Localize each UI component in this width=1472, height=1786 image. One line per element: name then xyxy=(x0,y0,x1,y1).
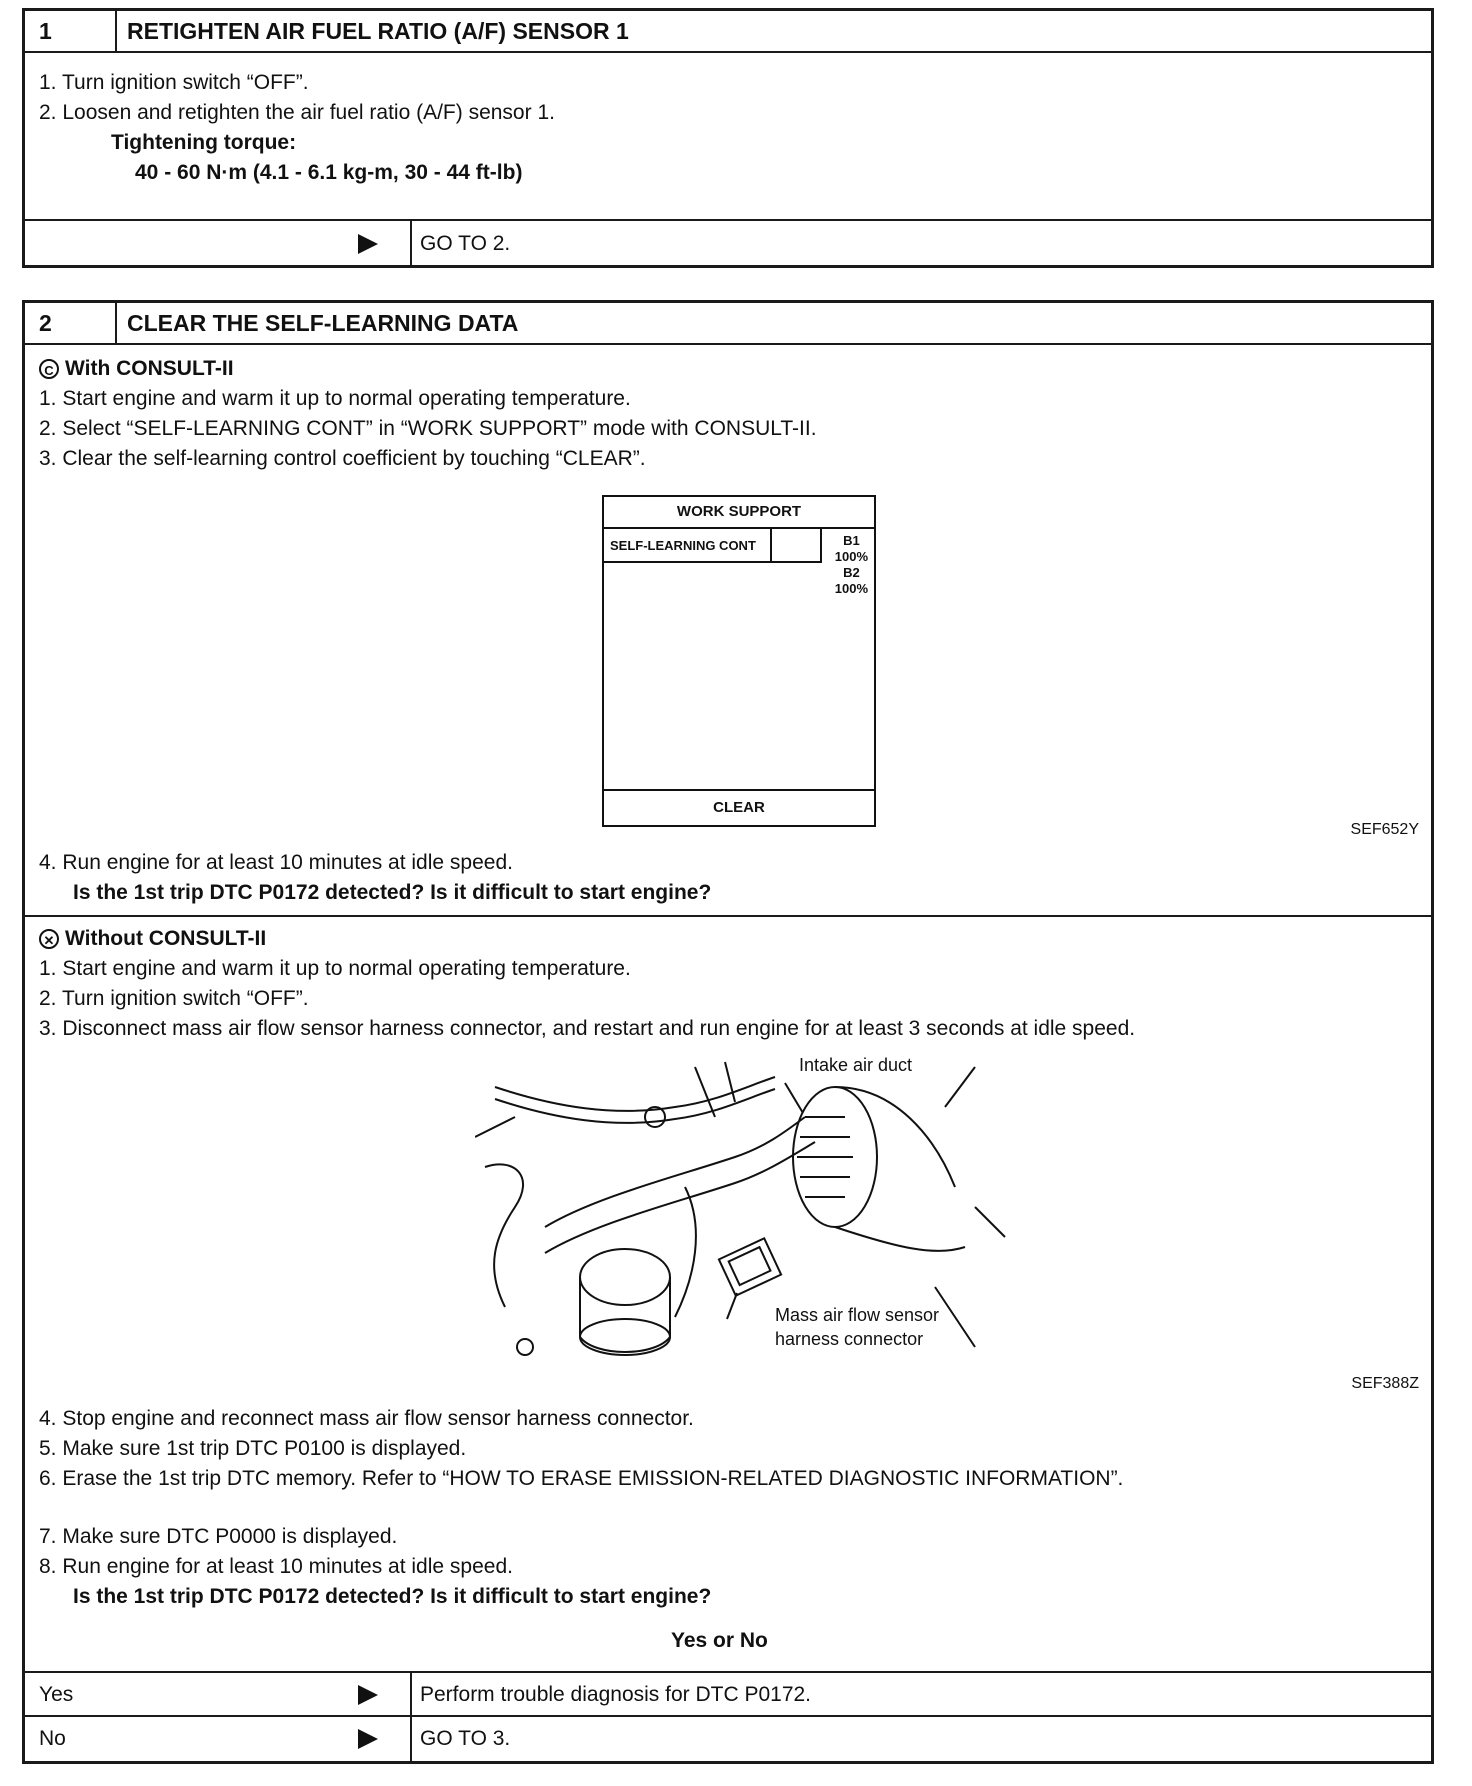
label-maf-connector-1: Mass air flow sensor xyxy=(775,1305,940,1325)
instruction-line: 3. Clear the self-learning control coefficient by touching “CLEAR”. xyxy=(39,447,646,470)
without-consult-heading xyxy=(39,927,266,951)
arrow-right-icon xyxy=(358,1729,378,1749)
result-text: GO TO 2. xyxy=(420,232,511,255)
no-row xyxy=(25,1715,1431,1761)
label-maf-connector-2: harness connector xyxy=(775,1329,924,1349)
instruction-line: 7. Make sure DTC P0000 is displayed. xyxy=(39,1525,398,1548)
instruction-line: 2. Select “SELF-LEARNING CONT” in “WORK SUPPORT” mode with CONSULT-II. xyxy=(39,417,817,440)
arrow-right-icon xyxy=(358,1685,378,1705)
step-title: RETIGHTEN AIR FUEL RATIO (A/F) SENSOR 1 xyxy=(127,17,629,44)
instruction-line: 1. Start engine and warm it up to normal operating temperature. xyxy=(39,957,631,980)
no-label: No xyxy=(39,1727,66,1750)
screen-clear-button: CLEAR xyxy=(604,789,874,825)
step-number: 2 xyxy=(25,303,117,343)
bank-values xyxy=(835,533,868,597)
screen-title: WORK SUPPORT xyxy=(604,497,874,529)
step-2-box xyxy=(22,300,1434,1764)
with-consult-heading-text: With CONSULT-II xyxy=(65,357,234,380)
screen-item-row xyxy=(604,529,874,563)
bank2-value: 100% xyxy=(834,581,868,596)
question: Is the 1st trip DTC P0172 detected? Is it difficult to start engine? xyxy=(73,1585,712,1608)
torque-value: 40 - 60 N·m (4.1 - 6.1 kg-m, 30 - 44 ft-lb) xyxy=(135,161,523,184)
bank1-label: B1 xyxy=(843,533,860,548)
torque-label: Tightening torque: xyxy=(111,131,297,154)
step-1-body xyxy=(25,53,1431,221)
instruction-line: 8. Run engine for at least 10 minutes at idle speed. xyxy=(39,1555,513,1578)
bank1-value: 100% xyxy=(834,549,868,564)
yes-label: Yes xyxy=(39,1683,74,1706)
step-1-box xyxy=(22,8,1434,268)
no-consult-icon: ✕ xyxy=(39,929,59,949)
instruction-line: 6. Erase the 1st trip DTC memory. Refer to “HOW TO ERASE EMISSION-RELATED DIAGNOSTIC INFORMATION”. xyxy=(39,1467,1124,1490)
step-title: CLEAR THE SELF-LEARNING DATA xyxy=(127,309,519,336)
with-consult-heading xyxy=(39,357,234,381)
figure-ref: SEF388Z xyxy=(1351,1375,1419,1392)
engine-drawing xyxy=(475,1047,1015,1381)
step-1-header xyxy=(25,11,1431,53)
step-2-body xyxy=(25,345,1431,1765)
yes-or-no-label: Yes or No xyxy=(671,1629,768,1652)
yes-cell xyxy=(25,1673,412,1717)
instruction-line: 1. Start engine and warm it up to normal operating temperature. xyxy=(39,387,631,410)
screen-item-box xyxy=(772,529,822,563)
instruction-line: 4. Stop engine and reconnect mass air flow sensor harness connector. xyxy=(39,1407,694,1430)
bank2-label: B2 xyxy=(843,565,860,580)
instruction-line: 4. Run engine for at least 10 minutes at idle speed. xyxy=(39,851,513,874)
figure-ref: SEF652Y xyxy=(1350,821,1419,838)
instruction-line: 5. Make sure 1st trip DTC P0100 is displayed. xyxy=(39,1437,467,1460)
consult-icon: C xyxy=(39,359,59,379)
screen-item-label: SELF-LEARNING CONT xyxy=(604,529,772,563)
yes-row xyxy=(25,1671,1431,1717)
question: Is the 1st trip DTC P0172 detected? Is it difficult to start engine? xyxy=(73,881,712,904)
engine-illustration xyxy=(475,1047,1015,1381)
no-result: GO TO 3. xyxy=(420,1727,511,1750)
instruction-line: 1. Turn ignition switch “OFF”. xyxy=(39,71,309,94)
yes-result: Perform trouble diagnosis for DTC P0172. xyxy=(420,1683,812,1706)
step-2-header xyxy=(25,303,1431,345)
no-cell xyxy=(25,1717,412,1761)
label-intake-duct: Intake air duct xyxy=(799,1055,913,1075)
divider xyxy=(25,915,1431,917)
arrow-right-icon xyxy=(358,234,378,254)
step-number: 1 xyxy=(25,11,117,51)
result-arrow-cell xyxy=(25,221,412,267)
work-support-screen xyxy=(602,495,876,827)
result-row xyxy=(25,219,1431,267)
without-consult-heading-text: Without CONSULT-II xyxy=(65,927,267,950)
instruction-line: 3. Disconnect mass air flow sensor harness connector, and restart and run engine for at least 3 seconds at idle speed. xyxy=(39,1017,1136,1040)
instruction-line: 2. Loosen and retighten the air fuel ratio (A/F) sensor 1. xyxy=(39,101,555,124)
instruction-line: 2. Turn ignition switch “OFF”. xyxy=(39,987,309,1010)
